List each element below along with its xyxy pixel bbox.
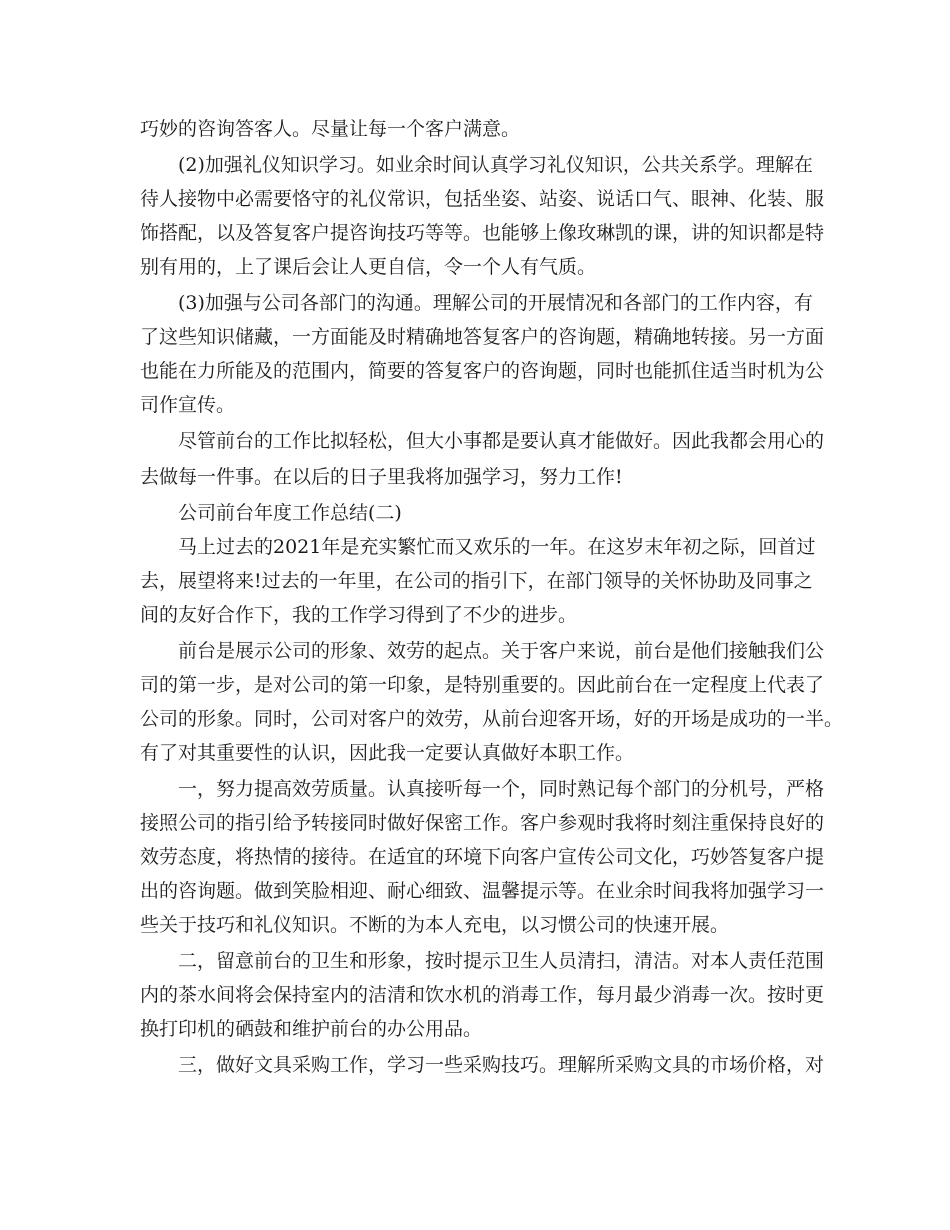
text-line: 饰搭配，以及答复客户提咨询技巧等等。也能够上像玫琳凯的课，讲的知识都是特 <box>140 222 825 244</box>
text-line: 尽管前台的工作比拟轻松，但大小事都是要认真才能做好。因此我都会用心的 <box>178 430 825 452</box>
text-line: 前台是展示公司的形象、效劳的起点。关于客户来说，前台是他们接触我们公 <box>178 640 825 662</box>
text-line: 出的咨询题。做到笑脸相迎、耐心细致、温馨提示等。在业余时间我将加强学习一 <box>140 880 825 902</box>
text-line: 效劳态度，将热情的接待。在适宜的环境下向客户宣传公司文化，巧妙答复客户提 <box>140 846 825 868</box>
text-line: 换打印机的硒鼓和维护前台的办公用品。 <box>140 1018 483 1040</box>
text-line: (2)加强礼仪知识学习。如业余时间认真学习礼仪知识，公共关系学。理解在 <box>178 154 813 176</box>
text-line: 马上过去的2021年是充实繁忙而又欢乐的一年。在这岁末年初之际，回首过 <box>178 536 816 558</box>
text-line: 内的茶水间将会保持室内的洁清和饮水机的消毒工作，每月最少消毒一次。按时更 <box>140 984 825 1006</box>
text-line: 二，留意前台的卫生和形象，按时提示卫生人员清扫，清洁。对本人责任范围 <box>178 950 825 972</box>
text-line: 了这些知识储藏，一方面能及时精确地答复客户的咨询题，精确地转接。另一方面 <box>140 326 825 348</box>
text-line: 巧妙的咨询答客人。尽量让每一个客户满意。 <box>140 118 521 140</box>
text-line: (3)加强与公司各部门的沟通。理解公司的开展情况和各部门的工作内容，有 <box>178 292 813 314</box>
text-line: 些关于技巧和礼仪知识。不断的为本人充电，以习惯公司的快速开展。 <box>140 914 730 936</box>
text-line: 去，展望将来!过去的一年里，在公司的指引下，在部门领导的关怀协助及同事之 <box>140 570 813 592</box>
text-line: 公司前台年度工作总结(二) <box>178 502 402 524</box>
text-line: 间的友好合作下，我的工作学习得到了不少的进步。 <box>140 604 578 626</box>
text-line: 司作宣传。 <box>140 394 236 416</box>
text-line: 待人接物中必需要恪守的礼仪常识，包括坐姿、站姿、说话口气、眼神、化装、服 <box>140 188 825 210</box>
text-line: 司的第一步，是对公司的第一印象，是特别重要的。因此前台在一定程度上代表了 <box>140 674 825 696</box>
text-line: 一，努力提高效劳质量。认真接听每一个，同时熟记每个部门的分机号，严格 <box>178 778 825 800</box>
text-line: 别有用的，上了课后会让人更自信，令一个人有气质。 <box>140 256 597 278</box>
text-line: 也能在力所能及的范围内，简要的答复客户的咨询题，同时也能抓住适当时机为公 <box>140 360 825 382</box>
text-line: 接照公司的指引给予转接同时做好保密工作。客户参观时我将时刻注重保持良好的 <box>140 812 825 834</box>
text-line: 公司的形象。同时，公司对客户的效劳，从前台迎客开场，好的开场是成功的一半。 <box>140 708 844 730</box>
text-line: 三，做好文具采购工作，学习一些采购技巧。理解所采购文具的市场价格，对 <box>178 1054 825 1076</box>
text-line: 有了对其重要性的认识，因此我一定要认真做好本职工作。 <box>140 742 635 764</box>
text-line: 去做每一件事。在以后的日子里我将加强学习，努力工作! <box>140 466 623 488</box>
